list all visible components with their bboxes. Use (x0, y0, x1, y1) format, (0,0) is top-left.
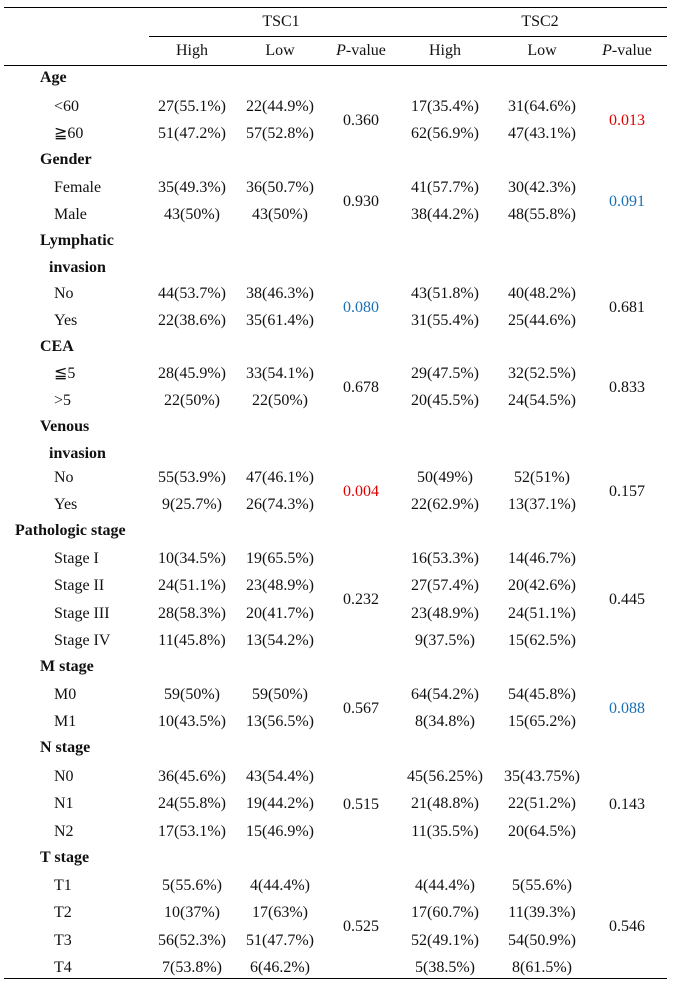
tsc2-high-cell: 27(57.4%) (411, 577, 479, 594)
tsc2-high-cell: 17(60.7%) (411, 904, 479, 921)
tsc1-high-cell: 24(51.1%) (158, 577, 226, 594)
tsc1-pvalue: 0.525 (343, 918, 379, 935)
tsc1-low-cell: 59(50%) (252, 686, 308, 703)
tsc2-low-cell: 20(64.5%) (508, 823, 576, 840)
tsc1-high-cell: 10(43.5%) (158, 713, 226, 730)
header-tsc2: TSC2 (521, 13, 559, 30)
tsc1-pvalue: 0.930 (343, 192, 379, 210)
tsc1-low-cell: 17(63%) (252, 904, 308, 921)
tsc2-low-cell: 54(45.8%) (508, 686, 576, 703)
tsc2-high-cell: 38(44.2%) (411, 206, 479, 223)
tsc2-pvalue: 0.091 (609, 192, 645, 210)
tsc1-low-cell: 22(44.9%) (246, 98, 314, 115)
tsc2-low-cell: 32(52.5%) (508, 365, 576, 382)
tsc2-low-cell: 15(65.2%) (508, 713, 576, 730)
tsc1-high-cell: 28(45.9%) (158, 365, 226, 382)
category-label: Lymphatic (40, 232, 114, 249)
tsc2-high-cell: 11(35.5%) (411, 823, 479, 840)
tsc2-high-cell: 16(53.3%) (411, 550, 479, 567)
tsc2-high-cell: 41(57.7%) (411, 179, 479, 196)
row-label: T3 (54, 932, 72, 949)
tsc2-pvalue: 0.088 (609, 699, 645, 717)
tsc1-low-cell: 15(46.9%) (246, 823, 314, 840)
tsc1-high-cell: 17(53.1%) (158, 823, 226, 840)
row-label: ≧60 (54, 125, 84, 142)
header-tsc2-low: Low (527, 42, 557, 59)
tsc2-pvalue: 0.833 (609, 378, 645, 396)
tsc2-high-cell: 22(62.9%) (411, 496, 479, 513)
tsc1-low-cell: 19(44.2%) (246, 795, 314, 812)
row-label: Yes (54, 312, 78, 329)
tsc1-low-cell: 23(48.9%) (246, 577, 314, 594)
row-label: Stage II (54, 577, 105, 594)
tsc1-low-cell: 43(54.4%) (246, 768, 314, 785)
tsc2-low-cell: 22(51.2%) (508, 795, 576, 812)
category-label: T stage (40, 849, 90, 866)
tsc2-high-cell: 50(49%) (417, 469, 473, 486)
category-label-line2: invasion (49, 445, 106, 462)
tsc2-low-cell: 54(50.9%) (508, 932, 576, 949)
tsc1-high-cell: 59(50%) (164, 686, 220, 703)
category-label: Pathologic stage (15, 522, 126, 539)
tsc2-low-cell: 52(51%) (514, 469, 570, 486)
tsc1-low-cell: 20(41.7%) (246, 605, 314, 622)
tsc1-high-cell: 10(37%) (164, 904, 220, 921)
tsc1-pvalue: 0.678 (343, 378, 379, 396)
row-label: Female (54, 179, 102, 196)
tsc1-pvalue: 0.360 (343, 111, 379, 129)
tsc2-high-cell: 23(48.9%) (411, 605, 479, 622)
tsc2-low-cell: 24(51.1%) (508, 605, 576, 622)
header-tsc2-high: High (429, 42, 461, 59)
tsc2-low-cell: 14(46.7%) (508, 550, 576, 567)
tsc2-low-cell: 31(64.6%) (508, 98, 576, 115)
tsc2-low-cell: 20(42.6%) (508, 577, 576, 594)
header-rule (4, 65, 667, 66)
row-label: M0 (54, 686, 77, 703)
category-label-line2: invasion (49, 259, 106, 276)
row-label: Stage IV (54, 632, 111, 649)
top-rule (4, 7, 667, 8)
row-label: T4 (54, 959, 72, 976)
tsc1-high-cell: 11(45.8%) (158, 632, 226, 649)
row-label: Stage I (54, 550, 99, 567)
row-label: T2 (54, 904, 72, 921)
tsc2-high-cell: 17(35.4%) (411, 98, 479, 115)
tsc1-high-cell: 9(25.7%) (162, 496, 222, 513)
tsc1-low-cell: 13(54.2%) (246, 632, 314, 649)
category-label: Venous (40, 418, 90, 435)
tsc1-low-cell: 22(50%) (252, 392, 308, 409)
tsc1-pvalue: 0.080 (343, 298, 379, 316)
tsc1-pvalue: 0.567 (343, 699, 379, 717)
row-label: No (54, 469, 74, 486)
tsc2-low-cell: 25(44.6%) (508, 312, 576, 329)
row-label: T1 (54, 877, 72, 894)
tsc1-low-cell: 33(54.1%) (246, 365, 314, 382)
row-label: M1 (54, 713, 77, 730)
tsc2-high-cell: 5(38.5%) (415, 959, 475, 976)
tsc1-high-cell: 36(45.6%) (158, 768, 226, 785)
tsc2-pvalue: 0.681 (609, 298, 645, 316)
tsc1-low-cell: 35(61.4%) (246, 312, 314, 329)
tsc1-pvalue: 0.004 (343, 482, 379, 500)
tsc1-low-cell: 51(47.7%) (246, 932, 314, 949)
tsc2-pvalue: 0.143 (609, 795, 645, 813)
row-label: N0 (54, 768, 74, 785)
tsc2-pvalue: 0.445 (609, 591, 645, 608)
tsc2-low-cell: 47(43.1%) (508, 125, 576, 142)
tsc1-high-cell: 22(50%) (164, 392, 220, 409)
tsc2-high-cell: 21(48.8%) (411, 795, 479, 812)
tsc1-high-cell: 24(55.8%) (158, 795, 226, 812)
tsc1-low-cell: 6(46.2%) (250, 959, 310, 976)
row-label: Male (54, 206, 87, 223)
tsc2-high-cell: 9(37.5%) (415, 632, 475, 649)
tsc1-low-cell: 36(50.7%) (246, 179, 314, 196)
header-tsc2-pvalue: P-value (602, 42, 652, 59)
category-label: N stage (40, 739, 91, 756)
tsc1-low-cell: 4(44.4%) (250, 877, 310, 894)
tsc2-high-cell: 29(47.5%) (411, 365, 479, 382)
tsc1-high-cell: 10(34.5%) (158, 550, 226, 567)
tsc2-low-cell: 5(55.6%) (512, 877, 572, 894)
header-tsc1-high: High (176, 42, 208, 59)
tsc2-high-cell: 8(34.8%) (415, 713, 475, 730)
tsc1-low-cell: 13(56.5%) (246, 713, 314, 730)
tsc2-high-cell: 4(44.4%) (415, 877, 475, 894)
tsc2-low-cell: 35(43.75%) (504, 768, 580, 785)
row-label: N1 (54, 795, 74, 812)
tsc2-pvalue: 0.546 (609, 918, 645, 935)
tsc2-high-cell: 43(51.8%) (411, 285, 479, 302)
header-tsc1: TSC1 (262, 13, 300, 30)
category-label: Gender (40, 151, 92, 168)
tsc2-low-cell: 30(42.3%) (508, 179, 576, 196)
tsc1-high-cell: 55(53.9%) (158, 469, 226, 486)
tsc2-low-cell: 15(62.5%) (508, 632, 576, 649)
row-label: Yes (54, 496, 78, 513)
row-label: >5 (54, 392, 72, 409)
header-tsc1-pvalue: P-value (336, 42, 386, 59)
bottom-rule (4, 978, 667, 979)
tsc1-high-cell: 27(55.1%) (158, 98, 226, 115)
tsc1-low-cell: 19(65.5%) (246, 550, 314, 567)
tsc2-low-cell: 40(48.2%) (508, 285, 576, 302)
header-tsc1-low: Low (265, 42, 295, 59)
tsc2-high-cell: 45(56.25%) (407, 768, 483, 785)
tsc2-pvalue: 0.157 (609, 482, 645, 500)
tsc1-high-cell: 22(38.6%) (158, 312, 226, 329)
category-label: CEA (40, 338, 74, 355)
tsc1-low-cell: 43(50%) (252, 206, 308, 223)
group-rule (149, 36, 667, 37)
tsc1-high-cell: 51(47.2%) (158, 125, 226, 142)
tsc2-high-cell: 20(45.5%) (411, 392, 479, 409)
tsc2-high-cell: 62(56.9%) (411, 125, 479, 142)
row-label: No (54, 285, 74, 302)
tsc1-high-cell: 5(55.6%) (162, 877, 222, 894)
tsc1-high-cell: 7(53.8%) (162, 959, 222, 976)
category-label: M stage (40, 658, 94, 675)
category-label: Age (40, 69, 67, 86)
row-label: <60 (54, 98, 80, 115)
tsc2-low-cell: 24(54.5%) (508, 392, 576, 409)
tsc1-low-cell: 26(74.3%) (246, 496, 314, 513)
tsc1-pvalue: 0.232 (343, 591, 379, 608)
row-label: ≦5 (54, 365, 76, 382)
tsc1-low-cell: 38(46.3%) (246, 285, 314, 302)
tsc1-low-cell: 57(52.8%) (246, 125, 314, 142)
tsc1-high-cell: 35(49.3%) (158, 179, 226, 196)
tsc1-high-cell: 43(50%) (164, 206, 220, 223)
tsc2-high-cell: 31(55.4%) (411, 312, 479, 329)
tsc2-low-cell: 13(37.1%) (508, 496, 576, 513)
tsc1-high-cell: 28(58.3%) (158, 605, 226, 622)
row-label: N2 (54, 823, 74, 840)
tsc1-low-cell: 47(46.1%) (246, 469, 314, 486)
tsc2-high-cell: 52(49.1%) (411, 932, 479, 949)
tsc2-pvalue: 0.013 (609, 111, 645, 129)
tsc2-low-cell: 8(61.5%) (512, 959, 572, 976)
tsc2-high-cell: 64(54.2%) (411, 686, 479, 703)
tsc1-high-cell: 44(53.7%) (158, 285, 226, 302)
tsc2-low-cell: 11(39.3%) (508, 904, 576, 921)
tsc1-pvalue: 0.515 (343, 795, 379, 813)
tsc1-high-cell: 56(52.3%) (158, 932, 226, 949)
row-label: Stage III (54, 605, 110, 622)
tsc2-low-cell: 48(55.8%) (508, 206, 576, 223)
